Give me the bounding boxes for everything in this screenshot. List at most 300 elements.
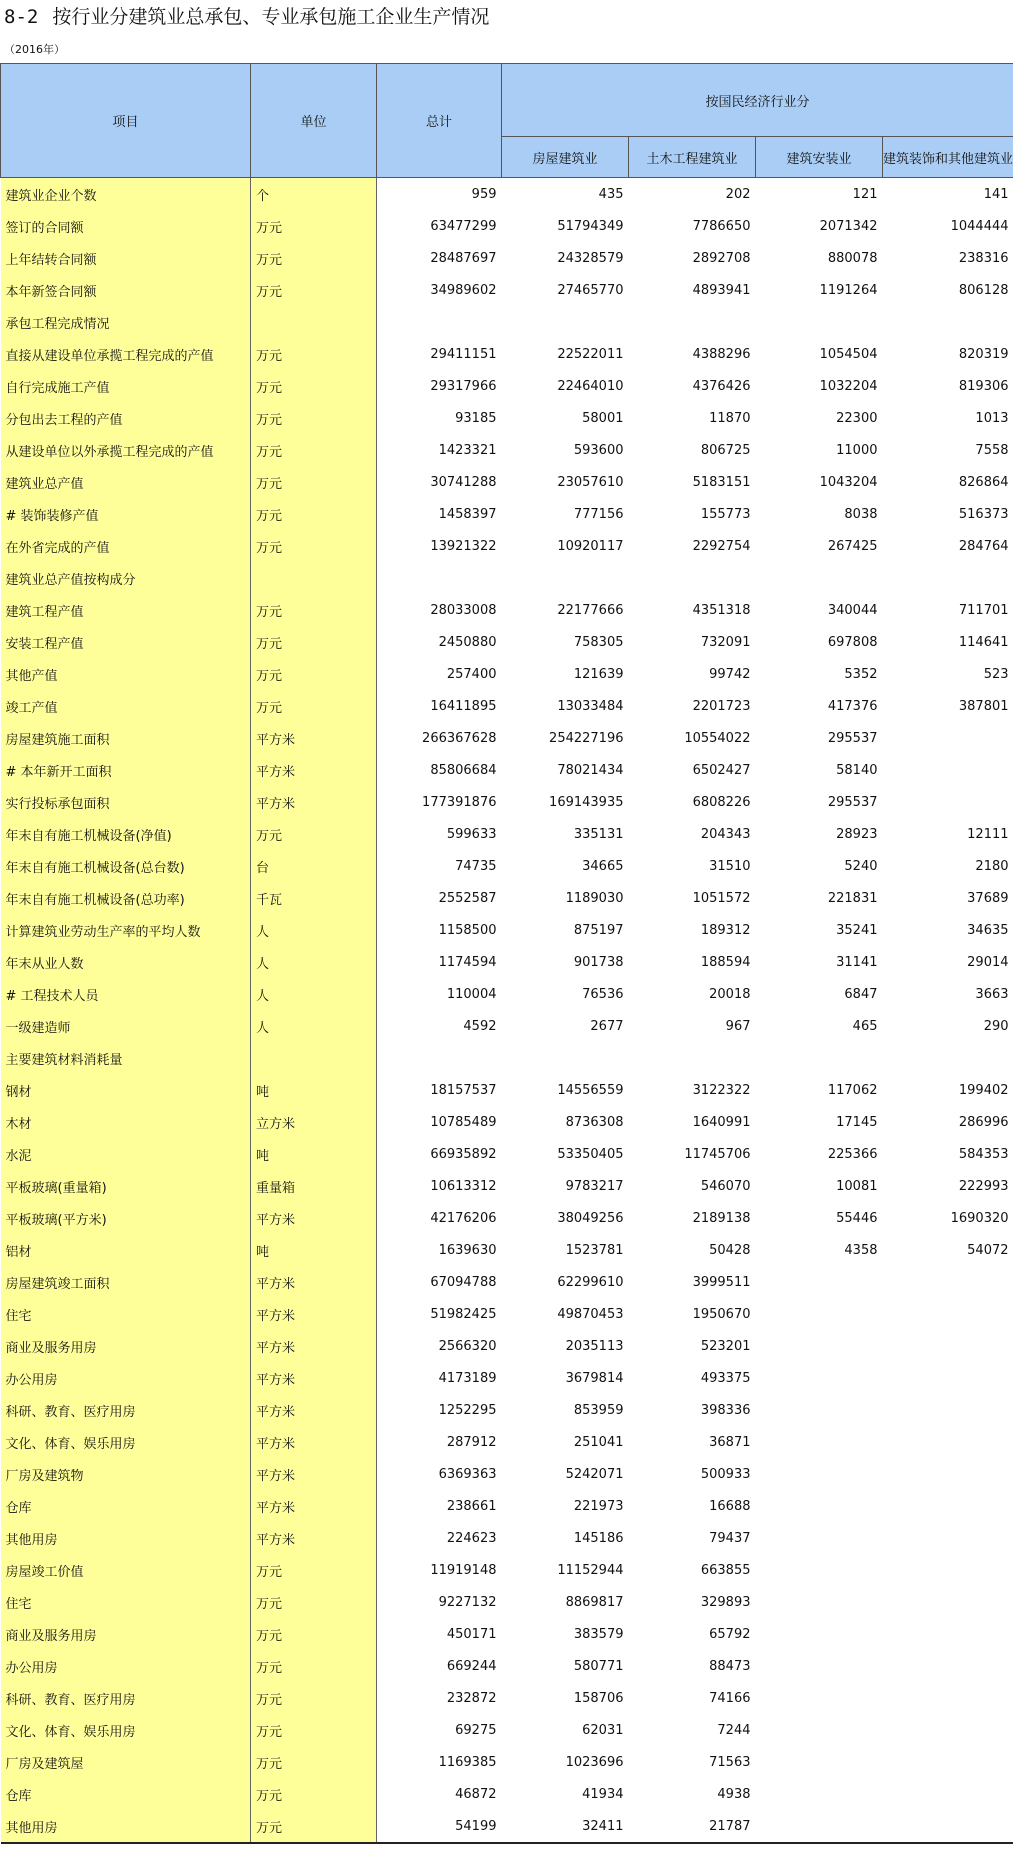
table-row <box>1 1362 1013 1394</box>
value-cell: 24328579 <box>557 250 624 266</box>
value-cell: 295537 <box>827 794 878 810</box>
table-row <box>1 274 1013 306</box>
row-unit: 万元 <box>251 498 377 530</box>
header-col-civil: 土木工程建筑业 <box>629 137 756 178</box>
table-row <box>1 1490 1013 1522</box>
value-cell <box>756 1330 883 1362</box>
value-cell: 1023696 <box>565 1754 624 1770</box>
value-cell: 2677 <box>590 1018 624 1034</box>
row-label: 一级建造师 <box>1 1010 251 1042</box>
row-label: 分包出去工程的产值 <box>1 402 251 434</box>
value-cell <box>756 1490 883 1522</box>
table-number: 8-2 <box>4 6 39 28</box>
value-cell: 2201723 <box>692 698 751 714</box>
row-label: 住宅 <box>1 1586 251 1618</box>
value-cell: 287912 <box>446 1434 497 1450</box>
row-unit: 台 <box>251 850 377 882</box>
row-unit: 万元 <box>251 210 377 242</box>
row-label: 计算建筑业劳动生产率的平均人数 <box>1 914 251 946</box>
value-cell: 10785489 <box>430 1114 497 1130</box>
row-label: 其他用房 <box>1 1522 251 1554</box>
value-cell <box>502 1042 629 1074</box>
table-row <box>1 1298 1013 1330</box>
row-unit <box>251 562 377 594</box>
value-cell: 9783217 <box>565 1178 624 1194</box>
row-unit: 千瓦 <box>251 882 377 914</box>
value-cell: 7244 <box>717 1722 751 1738</box>
value-cell: 78021434 <box>557 762 624 778</box>
table-row <box>1 242 1013 274</box>
table-row <box>1 1746 1013 1778</box>
row-unit: 平方米 <box>251 786 377 818</box>
row-unit: 吨 <box>251 1074 377 1106</box>
row-unit: 立方米 <box>251 1106 377 1138</box>
value-cell: 79437 <box>709 1530 751 1546</box>
row-label: 仓库 <box>1 1778 251 1810</box>
value-cell: 465 <box>852 1018 878 1034</box>
value-cell: 62031 <box>582 1722 624 1738</box>
value-cell: 34635 <box>967 922 1009 938</box>
value-cell: 50428 <box>709 1242 751 1258</box>
value-cell: 10613312 <box>430 1178 497 1194</box>
value-cell: 340044 <box>827 602 878 618</box>
value-cell <box>883 1650 1013 1682</box>
value-cell: 27465770 <box>557 282 624 298</box>
value-cell: 853959 <box>573 1402 624 1418</box>
value-cell <box>756 1522 883 1554</box>
row-unit: 万元 <box>251 1714 377 1746</box>
row-unit: 万元 <box>251 1778 377 1810</box>
value-cell: 41934 <box>582 1786 624 1802</box>
value-cell: 221831 <box>827 890 878 906</box>
row-label: 文化、体育、娱乐用房 <box>1 1426 251 1458</box>
value-cell <box>883 754 1013 786</box>
value-cell: 99742 <box>709 666 751 682</box>
value-cell: 62299610 <box>557 1274 624 1290</box>
value-cell: 58140 <box>836 762 878 778</box>
row-label: # 本年新开工面积 <box>1 754 251 786</box>
value-cell: 74735 <box>455 858 497 874</box>
row-unit: 重量箱 <box>251 1170 377 1202</box>
value-cell: 88473 <box>709 1658 751 1674</box>
table-row <box>1 786 1013 818</box>
value-cell <box>502 562 629 594</box>
row-label: 办公用房 <box>1 1650 251 1682</box>
value-cell: 35241 <box>836 922 878 938</box>
row-unit: 万元 <box>251 274 377 306</box>
value-cell: 232872 <box>446 1690 497 1706</box>
value-cell: 450171 <box>446 1626 497 1642</box>
value-cell: 11745706 <box>684 1146 751 1162</box>
row-unit: 平方米 <box>251 1266 377 1298</box>
row-label: 其他用房 <box>1 1810 251 1843</box>
page-title <box>4 2 489 32</box>
value-cell: 1044444 <box>950 218 1009 234</box>
value-cell: 34989602 <box>430 282 497 298</box>
value-cell: 29411151 <box>430 346 497 362</box>
table-row <box>1 402 1013 434</box>
row-label: 科研、教育、医疗用房 <box>1 1394 251 1426</box>
value-cell <box>756 1682 883 1714</box>
row-unit: 万元 <box>251 530 377 562</box>
value-cell <box>883 1682 1013 1714</box>
value-cell <box>756 1746 883 1778</box>
value-cell: 2071342 <box>819 218 878 234</box>
value-cell: 1690320 <box>950 1210 1009 1226</box>
value-cell: 335131 <box>573 826 624 842</box>
value-cell: 23057610 <box>557 474 624 490</box>
row-label: 办公用房 <box>1 1362 251 1394</box>
value-cell: 93185 <box>455 410 497 426</box>
row-unit: 平方米 <box>251 1426 377 1458</box>
value-cell: 875197 <box>573 922 624 938</box>
value-cell: 22464010 <box>557 378 624 394</box>
value-cell: 36871 <box>709 1434 751 1450</box>
value-cell: 417376 <box>827 698 878 714</box>
value-cell: 254227196 <box>549 730 624 746</box>
table-row <box>1 562 1013 594</box>
value-cell: 32411 <box>502 1810 629 1843</box>
row-unit: 平方米 <box>251 1202 377 1234</box>
value-cell: 11919148 <box>430 1562 497 1578</box>
value-cell: 22522011 <box>557 346 624 362</box>
table-row <box>1 1458 1013 1490</box>
value-cell: 6847 <box>844 986 878 1002</box>
table-row <box>1 1106 1013 1138</box>
value-cell: 18157537 <box>430 1082 497 1098</box>
value-cell: 11152944 <box>557 1562 624 1578</box>
row-unit: 人 <box>251 1010 377 1042</box>
value-cell: 238661 <box>446 1498 497 1514</box>
value-cell: 10920117 <box>557 538 624 554</box>
value-cell: 6502427 <box>692 762 751 778</box>
value-cell: 177391876 <box>422 794 497 810</box>
value-cell: 155773 <box>700 506 751 522</box>
value-cell <box>883 1266 1013 1298</box>
value-cell: 2892708 <box>692 250 751 266</box>
value-cell <box>883 1490 1013 1522</box>
table-row <box>1 210 1013 242</box>
value-cell: 1054504 <box>819 346 878 362</box>
value-cell: 1458397 <box>438 506 497 522</box>
header-industry-group: 按国民经济行业分 <box>502 64 1013 137</box>
value-cell: 202 <box>725 186 751 202</box>
value-cell: 284764 <box>958 538 1009 554</box>
header-unit: 单位 <box>251 64 377 178</box>
row-label: 从建设单位以外承揽工程完成的产值 <box>1 434 251 466</box>
table-row <box>1 338 1013 370</box>
row-label: 在外省完成的产值 <box>1 530 251 562</box>
value-cell: 663855 <box>700 1562 751 1578</box>
value-cell: 1032204 <box>819 378 878 394</box>
value-cell <box>756 1586 883 1618</box>
row-label: 科研、教育、医疗用房 <box>1 1682 251 1714</box>
value-cell: 1523781 <box>565 1242 624 1258</box>
table-row <box>1 690 1013 722</box>
value-cell <box>883 1362 1013 1394</box>
header-col-building: 房屋建筑业 <box>502 137 629 178</box>
table-row <box>1 722 1013 754</box>
row-unit: 万元 <box>251 1746 377 1778</box>
value-cell: 1252295 <box>438 1402 497 1418</box>
value-cell: 516373 <box>958 506 1009 522</box>
value-cell: 188594 <box>700 954 751 970</box>
value-cell: 3999511 <box>692 1274 751 1290</box>
value-cell: 398336 <box>700 1402 751 1418</box>
value-cell <box>883 786 1013 818</box>
value-cell: 580771 <box>573 1658 624 1674</box>
value-cell <box>756 1650 883 1682</box>
row-unit: 平方米 <box>251 1394 377 1426</box>
value-cell: 199402 <box>958 1082 1009 1098</box>
row-label: 建筑业总产值按构成分 <box>1 562 251 594</box>
row-unit: 万元 <box>251 338 377 370</box>
row-label: 其他产值 <box>1 658 251 690</box>
value-cell <box>883 1554 1013 1586</box>
row-label: 签订的合同额 <box>1 210 251 242</box>
row-label: 平板玻璃(重量箱) <box>1 1170 251 1202</box>
value-cell <box>629 1042 756 1074</box>
value-cell <box>756 1778 883 1810</box>
table-row <box>1 978 1013 1010</box>
table-row <box>1 1010 1013 1042</box>
value-cell: 58001 <box>582 410 624 426</box>
row-label: 本年新签合同额 <box>1 274 251 306</box>
value-cell: 74166 <box>709 1690 751 1706</box>
value-cell: 959 <box>471 186 497 202</box>
value-cell: 158706 <box>573 1690 624 1706</box>
value-cell: 286996 <box>958 1114 1009 1130</box>
row-unit: 万元 <box>251 818 377 850</box>
row-unit: 万元 <box>251 1682 377 1714</box>
value-cell: 16688 <box>709 1498 751 1514</box>
row-unit: 万元 <box>251 1586 377 1618</box>
row-unit: 平方米 <box>251 722 377 754</box>
value-cell: 2450880 <box>438 634 497 650</box>
value-cell: 435 <box>598 186 624 202</box>
value-cell: 5240 <box>844 858 878 874</box>
value-cell <box>756 1458 883 1490</box>
row-unit: 万元 <box>251 690 377 722</box>
table-row <box>1 882 1013 914</box>
value-cell: 13033484 <box>557 698 624 714</box>
value-cell: 697808 <box>827 634 878 650</box>
header-col-installation: 建筑安装业 <box>756 137 883 178</box>
value-cell: 599633 <box>446 826 497 842</box>
value-cell: 523201 <box>700 1338 751 1354</box>
value-cell: 4358 <box>844 1242 878 1258</box>
value-cell: 4351318 <box>692 602 751 618</box>
value-cell: 3663 <box>975 986 1009 1002</box>
value-cell: 820319 <box>958 346 1009 362</box>
header-total: 总计 <box>377 64 502 178</box>
value-cell: 4376426 <box>692 378 751 394</box>
value-cell <box>377 306 502 338</box>
value-cell: 222993 <box>958 1178 1009 1194</box>
value-cell <box>883 1394 1013 1426</box>
value-cell: 826864 <box>958 474 1009 490</box>
value-cell: 169143935 <box>549 794 624 810</box>
value-cell: 189312 <box>700 922 751 938</box>
row-unit <box>251 1042 377 1074</box>
value-cell: 5352 <box>844 666 878 682</box>
value-cell: 1158500 <box>438 922 497 938</box>
row-unit: 吨 <box>251 1138 377 1170</box>
table-row <box>1 1522 1013 1554</box>
row-unit: 平方米 <box>251 1490 377 1522</box>
row-label: 厂房及建筑屋 <box>1 1746 251 1778</box>
value-cell: 21787 <box>629 1810 756 1843</box>
value-cell: 224623 <box>446 1530 497 1546</box>
value-cell <box>883 562 1013 594</box>
value-cell: 1950670 <box>692 1306 751 1322</box>
value-cell: 31141 <box>836 954 878 970</box>
table-row <box>1 914 1013 946</box>
row-unit: 人 <box>251 978 377 1010</box>
value-cell: 46872 <box>455 1786 497 1802</box>
value-cell: 901738 <box>573 954 624 970</box>
row-unit: 万元 <box>251 466 377 498</box>
value-cell: 121 <box>852 186 878 202</box>
row-unit: 平方米 <box>251 1330 377 1362</box>
value-cell: 38049256 <box>557 1210 624 1226</box>
value-cell: 49870453 <box>557 1306 624 1322</box>
row-label: 建筑业总产值 <box>1 466 251 498</box>
value-cell: 28487697 <box>430 250 497 266</box>
value-cell: 8736308 <box>565 1114 624 1130</box>
row-label: 木材 <box>1 1106 251 1138</box>
value-cell: 669244 <box>446 1658 497 1674</box>
value-cell <box>502 306 629 338</box>
row-label: 房屋建筑施工面积 <box>1 722 251 754</box>
value-cell: 266367628 <box>422 730 497 746</box>
value-cell <box>629 306 756 338</box>
table-row <box>1 594 1013 626</box>
row-label: 主要建筑材料消耗量 <box>1 1042 251 1074</box>
row-label: 房屋建筑竣工面积 <box>1 1266 251 1298</box>
table-row <box>1 466 1013 498</box>
value-cell <box>883 306 1013 338</box>
row-unit: 平方米 <box>251 1458 377 1490</box>
value-cell: 28923 <box>836 826 878 842</box>
value-cell: 383579 <box>573 1626 624 1642</box>
value-cell: 12111 <box>967 826 1009 842</box>
value-cell: 54199 <box>377 1810 502 1843</box>
table-row <box>1 1042 1013 1074</box>
value-cell: 69275 <box>455 1722 497 1738</box>
value-cell <box>883 1298 1013 1330</box>
value-cell: 1174594 <box>438 954 497 970</box>
value-cell <box>883 1778 1013 1810</box>
row-unit: 万元 <box>251 1554 377 1586</box>
value-cell: 76536 <box>582 986 624 1002</box>
value-cell: 819306 <box>958 378 1009 394</box>
value-cell: 17145 <box>836 1114 878 1130</box>
value-cell <box>629 562 756 594</box>
table-row <box>1 658 1013 690</box>
value-cell <box>883 1330 1013 1362</box>
value-cell: 20018 <box>709 986 751 1002</box>
table-row <box>1 1810 1013 1843</box>
value-cell: 2035113 <box>565 1338 624 1354</box>
value-cell <box>756 1714 883 1746</box>
row-label: 年末自有施工机械设备(净值) <box>1 818 251 850</box>
table-row <box>1 626 1013 658</box>
value-cell: 2180 <box>975 858 1009 874</box>
value-cell <box>756 1266 883 1298</box>
value-cell: 2552587 <box>438 890 497 906</box>
value-cell: 3679814 <box>565 1370 624 1386</box>
row-label: 住宅 <box>1 1298 251 1330</box>
value-cell: 10081 <box>836 1178 878 1194</box>
value-cell: 806128 <box>958 282 1009 298</box>
row-label: 房屋竣工价值 <box>1 1554 251 1586</box>
value-cell: 121639 <box>573 666 624 682</box>
table-row <box>1 498 1013 530</box>
value-cell: 6808226 <box>692 794 751 810</box>
value-cell: 85806684 <box>430 762 497 778</box>
row-unit: 吨 <box>251 1234 377 1266</box>
value-cell <box>883 1458 1013 1490</box>
value-cell: 329893 <box>700 1594 751 1610</box>
row-unit: 万元 <box>251 434 377 466</box>
row-label: 钢材 <box>1 1074 251 1106</box>
value-cell: 806725 <box>700 442 751 458</box>
value-cell: 711701 <box>958 602 1009 618</box>
table-row <box>1 434 1013 466</box>
value-cell: 584353 <box>958 1146 1009 1162</box>
value-cell: 1639630 <box>438 1242 497 1258</box>
row-unit <box>251 306 377 338</box>
value-cell: 5242071 <box>565 1466 624 1482</box>
row-unit: 人 <box>251 914 377 946</box>
value-cell: 593600 <box>573 442 624 458</box>
table-row <box>1 530 1013 562</box>
table-row <box>1 1778 1013 1810</box>
header-col-decoration: 建筑装饰和其他建筑业 <box>883 137 1013 178</box>
row-label: # 装饰装修产值 <box>1 498 251 530</box>
value-cell: 221973 <box>573 1498 624 1514</box>
value-cell: 11000 <box>836 442 878 458</box>
value-cell: 6369363 <box>438 1466 497 1482</box>
row-label: 年末自有施工机械设备(总台数) <box>1 850 251 882</box>
value-cell: 1043204 <box>819 474 878 490</box>
value-cell: 8038 <box>844 506 878 522</box>
value-cell: 267425 <box>827 538 878 554</box>
row-label: 建筑工程产值 <box>1 594 251 626</box>
table-row <box>1 306 1013 338</box>
row-label: 商业及服务用房 <box>1 1330 251 1362</box>
row-label: 承包工程完成情况 <box>1 306 251 338</box>
header-item: 项目 <box>1 64 251 178</box>
value-cell: 387801 <box>958 698 1009 714</box>
value-cell: 37689 <box>967 890 1009 906</box>
value-cell: 9227132 <box>438 1594 497 1610</box>
value-cell: 22300 <box>836 410 878 426</box>
value-cell: 1189030 <box>565 890 624 906</box>
value-cell: 4893941 <box>692 282 751 298</box>
row-label: 商业及服务用房 <box>1 1618 251 1650</box>
value-cell: 493375 <box>700 1370 751 1386</box>
value-cell: 7786650 <box>692 218 751 234</box>
table-row <box>1 1650 1013 1682</box>
value-cell <box>377 562 502 594</box>
year-note: （2016年） <box>4 43 65 56</box>
value-cell: 110004 <box>446 986 497 1002</box>
value-cell: 1169385 <box>438 1754 497 1770</box>
value-cell: 1051572 <box>692 890 751 906</box>
row-label: 平板玻璃(平方米) <box>1 1202 251 1234</box>
